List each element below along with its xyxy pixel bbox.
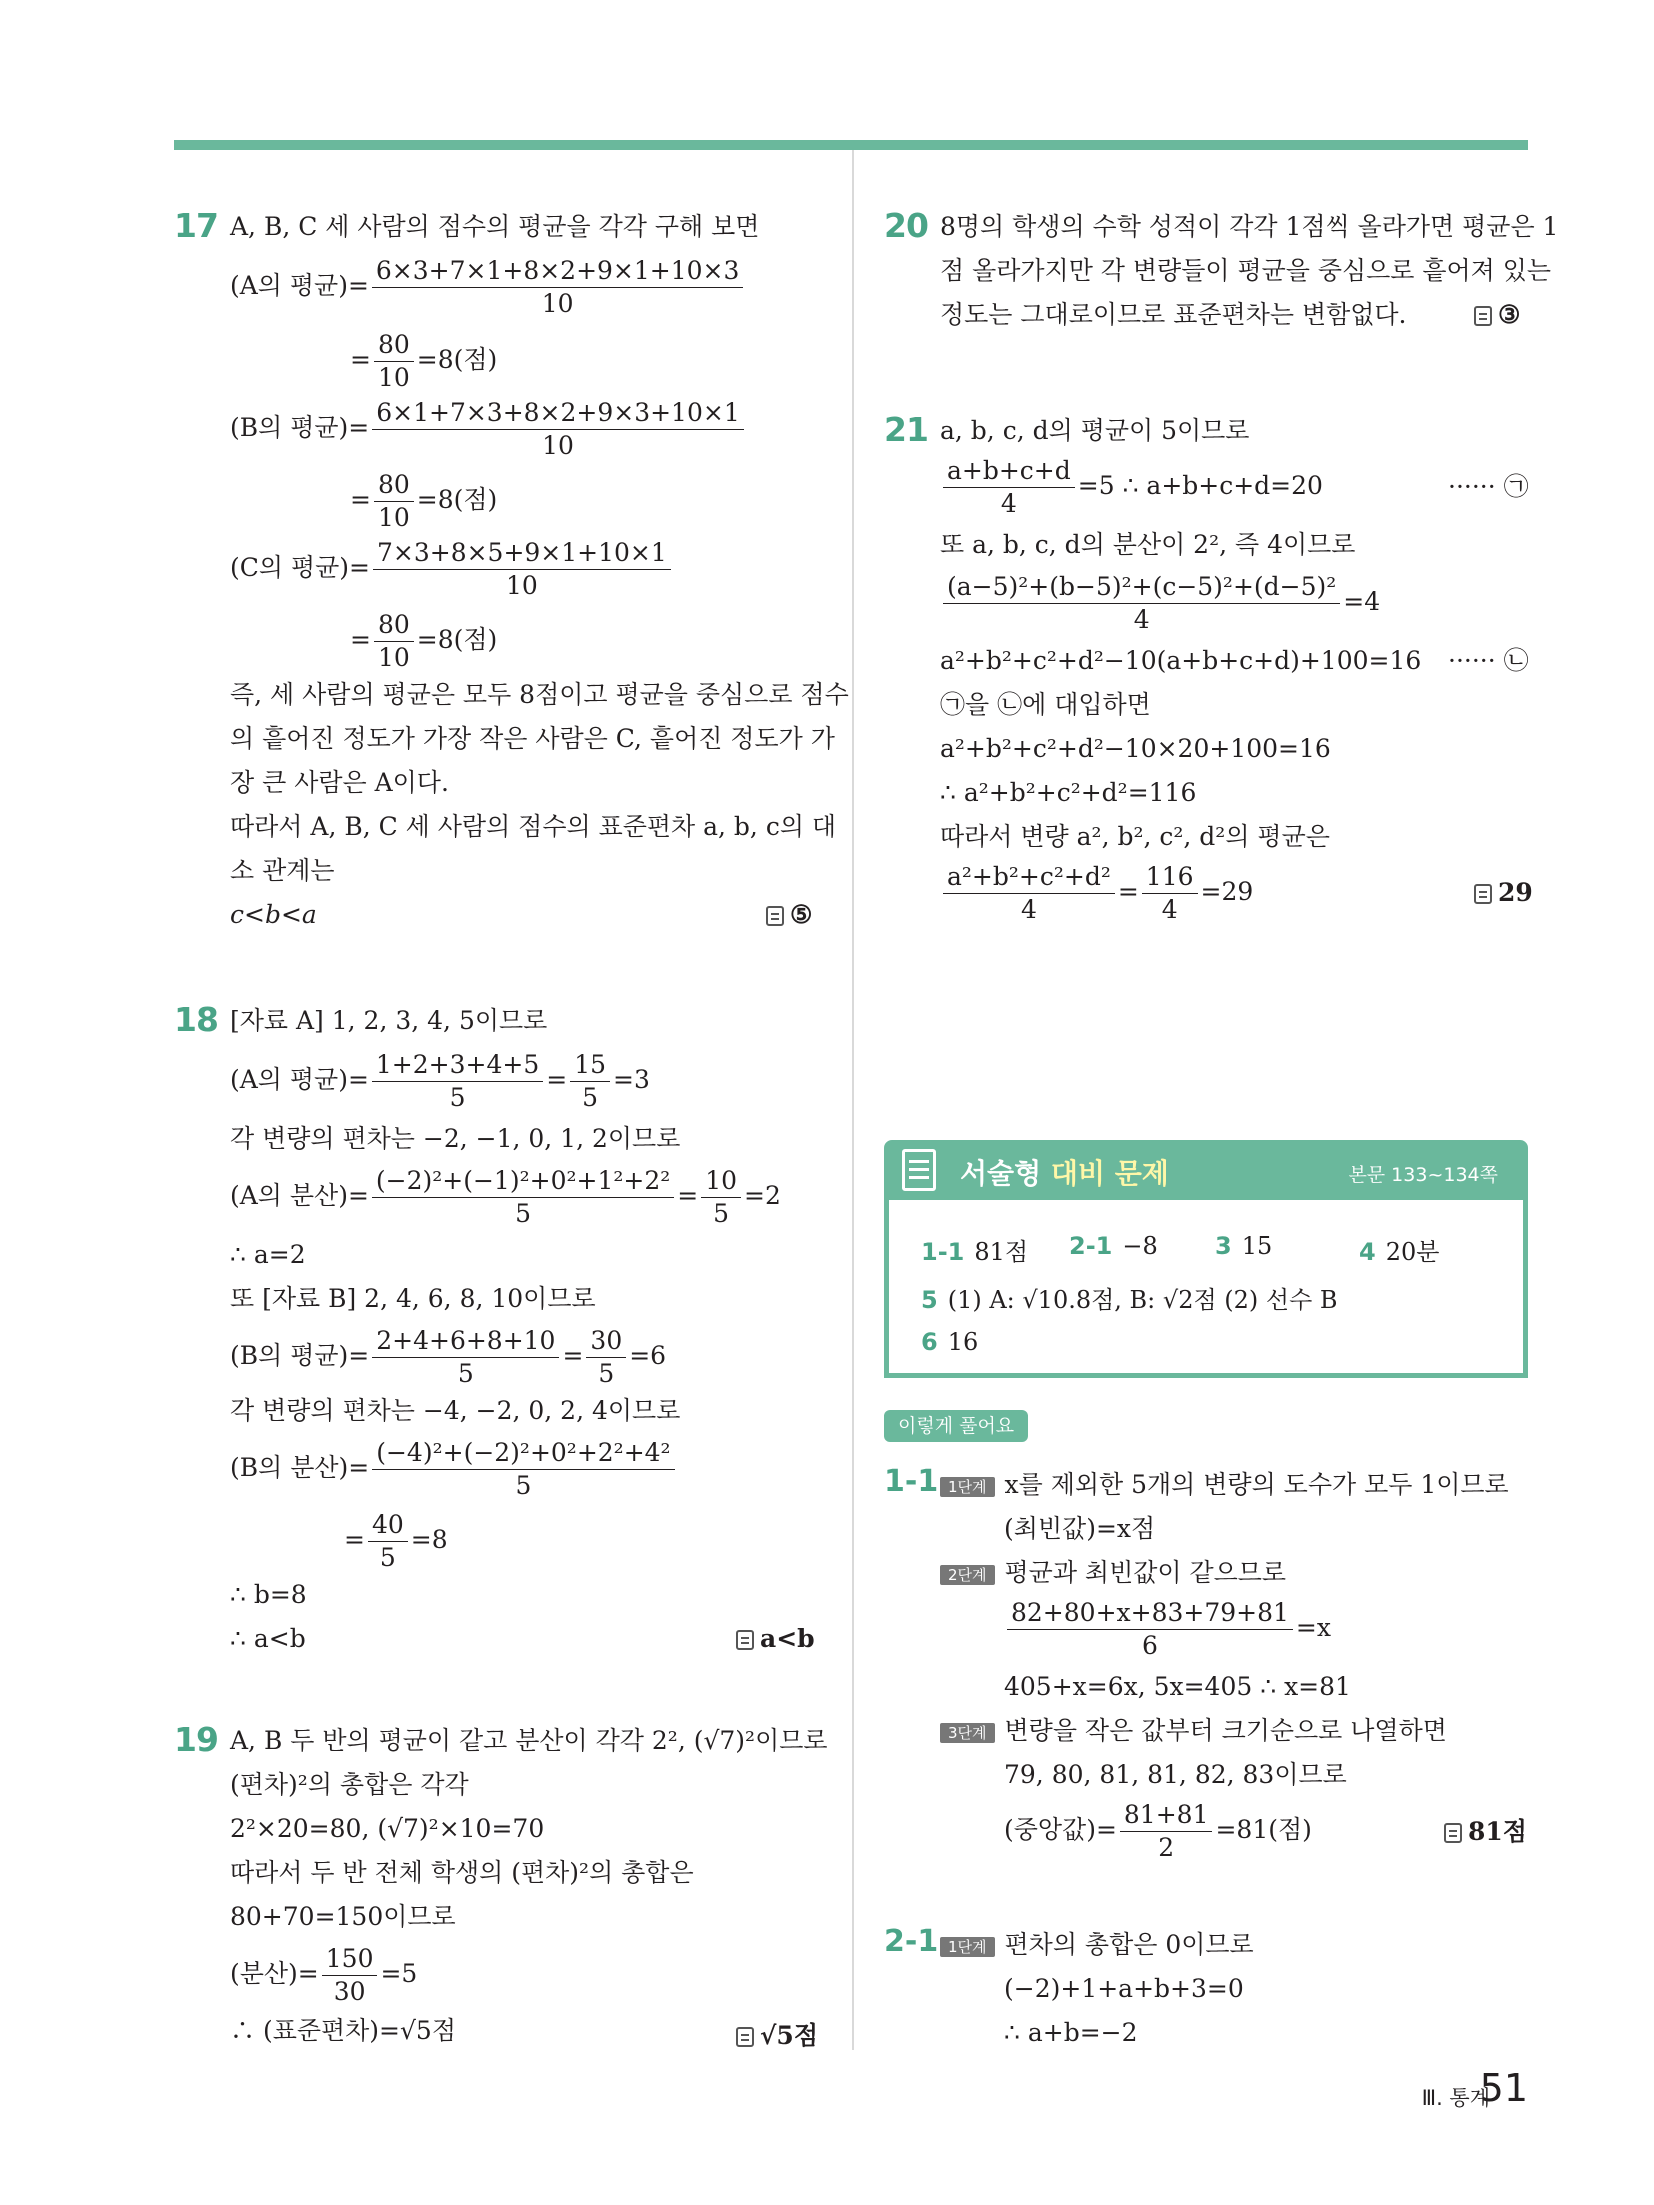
problem-number: 18 (174, 1000, 218, 1039)
problem-text: ∴ b=8 (230, 1580, 307, 1609)
problem-text: a²+b²+c²+d²−10×20+100=16 (940, 734, 1331, 763)
formula-b-result: = $\frac{80}{10}$ =8(점) (350, 470, 498, 532)
fraction: $\frac{80}{10}$ (374, 330, 414, 393)
formula-b-variance: (B의 분산)= $\frac{\text{(−4)²+(−2)²+0²+2²+4²}}{5}$ (230, 1438, 678, 1501)
answer-icon (736, 2027, 754, 2047)
solution-2-1 (884, 1924, 1528, 2054)
solution-1-1 (884, 1464, 1528, 1864)
problem-text: 8명의 학생의 수학 성적이 각각 1점씩 올라가면 평균은 1 (940, 212, 1559, 241)
problem-17 (174, 206, 849, 946)
fraction: $\frac{\text{(−4)²+(−2)²+0²+2²+4²}}{5}$ (372, 1438, 674, 1501)
fraction: $\frac{7\times 3+8\times 5+9\times 1+10\times 1}{10}$ (373, 538, 671, 601)
problem-text: A, B, C 세 사람의 점수의 평균을 각각 구해 보면 (230, 212, 760, 241)
problem-text: 79, 80, 81, 81, 82, 83이므로 (1004, 1760, 1347, 1789)
equation-tag: ······ ㉠ (1448, 472, 1529, 501)
fraction: $\frac{6\times 3+7\times 1+8\times 2+9\times 1+10\times 3}{10}$ (372, 256, 744, 319)
fraction: $\frac{150}{30}$ (322, 1944, 378, 2007)
equation-tag: ······ ㉡ (1448, 646, 1529, 675)
problem-text: 따라서 변량 a², b², c², d²의 평균은 (940, 822, 1330, 851)
step-line: 1단계 x를 제외한 5개의 변량의 도수가 모두 1이므로 (940, 1470, 1509, 1500)
answer-mark: √5점 (736, 2016, 818, 2052)
step-line: 3단계 변량을 작은 값부터 크기순으로 나열하면 (940, 1716, 1447, 1746)
formula-variance: $\frac{\text{(a−5)²+(b−5)²+(c−5)²+(d−5)²}}{4}$ =4 (940, 572, 1380, 635)
answer-icon (1474, 306, 1492, 326)
solution-badge: 이렇게 풀어요 (884, 1410, 1028, 1442)
problem-19 (174, 1720, 828, 2060)
fraction: $\frac{\text{(−2)²+(−1)²+0²+1²+2²}}{5}$ (372, 1166, 674, 1229)
problem-number: 20 (884, 206, 928, 245)
problem-text: 의 흩어진 정도가 가장 작은 사람은 C, 흩어진 정도가 가 (230, 724, 835, 753)
problem-text: [자료 A] 1, 2, 3, 4, 5이므로 (230, 1006, 548, 1035)
section-label: Ⅲ. 통계 (1421, 2086, 1490, 2110)
problem-text: (편차)²의 총합은 각각 (230, 1770, 469, 1799)
top-accent-bar (174, 140, 1528, 150)
problem-text: ∴ a²+b²+c²+d²=116 (940, 778, 1197, 807)
summary-title: 서술형 대비 문제 (960, 1157, 1169, 1190)
fraction: $\frac{1+2+3+4+5}{5}$ (372, 1050, 543, 1113)
summary-item: 6 16 (921, 1328, 979, 1356)
problem-text: 따라서 두 반 전체 학생의 (편차)²의 총합은 (230, 1858, 694, 1887)
fraction: $\frac{10}{5}$ (701, 1166, 741, 1229)
formula-b-mean (230, 398, 747, 461)
formula-b-variance-result: = $\frac{40}{5}$ =8 (344, 1510, 448, 1572)
problem-text: 장 큰 사람은 A이다. (230, 768, 449, 797)
checklist-icon (902, 1149, 936, 1191)
answer-mark: 29 (1474, 878, 1533, 907)
fraction: $\frac{116}{4}$ (1142, 862, 1198, 925)
summary-item: 4 20분 (1359, 1238, 1440, 1266)
problem-20 (884, 206, 1559, 346)
formula-label: (C의 평균)= (230, 553, 370, 582)
problem-text: ∴ (표준편차)=√5점 (230, 2016, 456, 2045)
formula-a-mean: (A의 평균)= $\frac{1+2+3+4+5}{5}$ = $\frac{15}{5}$ =3 (230, 1050, 650, 1112)
answer-icon (1474, 884, 1492, 904)
fraction: $\frac{15}{5}$ (570, 1050, 610, 1113)
fraction: $\frac{6\times 1+7\times 3+8\times 2+9\times 3+10\times 1}{10}$ (372, 398, 744, 461)
problem-text: 각 변량의 편차는 −2, −1, 0, 1, 2이므로 (230, 1124, 681, 1153)
fraction: $\frac{30}{5}$ (586, 1326, 626, 1389)
answer-mark: a<b (736, 1624, 815, 1653)
summary-page-ref: 본문 133~134쪽 (1348, 1164, 1498, 1186)
formula-c-mean (230, 538, 674, 601)
problem-text: (최빈값)=x점 (1004, 1514, 1156, 1543)
fraction: $\frac{80}{10}$ (374, 470, 414, 533)
problem-text: 따라서 A, B, C 세 사람의 점수의 표준편차 a, b, c의 대 (230, 812, 837, 841)
formula-a-variance: (A의 분산)= $\frac{\text{(−2)²+(−1)²+0²+1²+2²}}{5}$ = $\frac{10}{5}$ =2 (230, 1166, 781, 1228)
problem-text: 2²×20=80, (√7)²×10=70 (230, 1814, 545, 1843)
problem-text: A, B 두 반의 평균이 같고 분산이 각각 2², (√7)²이므로 (230, 1726, 828, 1755)
formula-mean: $\frac{a+b+c+d}{4}$ =5 ∴ a+b+c+d=20 (940, 456, 1323, 519)
page-number: 51 (1479, 2066, 1528, 2110)
fraction: $\frac{\text{(a−5)²+(b−5)²+(c−5)²+(d−5)²}}{4}$ (943, 572, 1340, 635)
problem-text: (−2)+1+a+b+3=0 (1004, 1974, 1244, 2003)
step-line: 2단계 평균과 최빈값이 같으므로 (940, 1558, 1286, 1588)
solution-number: 1-1 (884, 1464, 939, 1499)
column-divider (852, 150, 854, 2050)
summary-header (884, 1140, 1528, 1200)
problem-21 (884, 410, 1533, 930)
formula-c-result: = $\frac{80}{10}$ =8(점) (350, 610, 498, 672)
fraction: $\frac{\text{a²+b²+c²+d²}}{4}$ (943, 862, 1115, 925)
fraction: $\frac{81+81}{2}$ (1120, 1800, 1213, 1863)
problem-text: ∴ a=2 (230, 1240, 306, 1269)
answer-mark: ⑤ (766, 900, 812, 929)
fraction: $\frac{82+80+x+83+79+81}{6}$ (1007, 1598, 1293, 1661)
fraction: $\frac{80}{10}$ (374, 610, 414, 673)
step-badge: 1단계 (940, 1937, 995, 1957)
problem-text: ㉠을 ㉡에 대입하면 (940, 690, 1151, 719)
problem-text: 즉, 세 사람의 평균은 모두 8점이고 평균을 중심으로 점수 (230, 680, 849, 709)
formula-square-mean: $\frac{\text{a²+b²+c²+d²}}{4}$ = $\frac{116}{4}$ =29 (940, 862, 1253, 925)
problem-text: a²+b²+c²+d²−10(a+b+c+d)+100=16 (940, 646, 1422, 675)
problem-text: ∴ a<b (230, 1624, 306, 1653)
summary-item: 3 15 (1215, 1232, 1273, 1260)
answer-icon (736, 1630, 754, 1650)
problem-text: 405+x=6x, 5x=405 ∴ x=81 (1004, 1672, 1351, 1701)
formula-b-mean: (B의 평균)= $\frac{2+4+6+8+10}{5}$ = $\frac{30}{5}$ =6 (230, 1326, 667, 1388)
problem-text: 또 a, b, c, d의 분산이 2², 즉 4이므로 (940, 530, 1356, 559)
problem-number: 17 (174, 206, 218, 245)
formula-mean: $\frac{82+80+x+83+79+81}{6}$ =x (1004, 1598, 1331, 1661)
formula-label: (B의 평균)= (230, 413, 370, 442)
fraction: $\frac{a+b+c+d}{4}$ (943, 456, 1075, 519)
problem-text: c<b<a (230, 900, 317, 929)
answer-mark: ③ (1474, 300, 1520, 329)
summary-answers (884, 1200, 1528, 1378)
problem-text: 각 변량의 편차는 −4, −2, 0, 2, 4이므로 (230, 1396, 681, 1425)
answer-mark: 81점 (1444, 1812, 1527, 1848)
solution-number: 2-1 (884, 1924, 939, 1959)
formula-a-mean (230, 256, 746, 319)
step-badge: 2단계 (940, 1565, 995, 1585)
problem-number: 19 (174, 1720, 218, 1759)
answer-icon (766, 906, 784, 926)
step-line: 1단계 편차의 총합은 0이므로 (940, 1930, 1254, 1960)
problem-text: 소 관계는 (230, 856, 335, 885)
problem-18 (174, 1000, 824, 1660)
summary-item: 1-1 81점 (921, 1238, 1029, 1266)
fraction: $\frac{2+4+6+8+10}{5}$ (372, 1326, 559, 1389)
problem-text: 80+70=150이므로 (230, 1902, 456, 1931)
problem-text: 또 [자료 B] 2, 4, 6, 8, 10이므로 (230, 1284, 596, 1313)
formula-variance: (분산)= $\frac{150}{30}$ =5 (230, 1944, 418, 2006)
problem-number: 21 (884, 410, 928, 449)
formula-a-result: = $\frac{80}{10}$ =8(점) (350, 330, 498, 392)
problem-text: 정도는 그대로이므로 표준편차는 변함없다. (940, 300, 1407, 329)
answer-icon (1444, 1823, 1462, 1843)
summary-item: 5 (1) A: √10.8점, B: √2점 (2) 선수 B (921, 1286, 1338, 1314)
problem-text: a, b, c, d의 평균이 5이므로 (940, 416, 1250, 445)
problem-text: 점 올라가지만 각 변량들이 평균을 중심으로 흩어져 있는 (940, 256, 1552, 285)
problem-text: ∴ a+b=−2 (1004, 2018, 1138, 2047)
step-badge: 3단계 (940, 1723, 995, 1743)
fraction: $\frac{40}{5}$ (368, 1510, 408, 1573)
step-badge: 1단계 (940, 1477, 995, 1497)
formula-median: (중앙값)= $\frac{81+81}{2}$ =81(점) (1004, 1800, 1312, 1862)
summary-item: 2-1 −8 (1069, 1232, 1158, 1260)
formula-label: (A의 평균)= (230, 271, 369, 300)
